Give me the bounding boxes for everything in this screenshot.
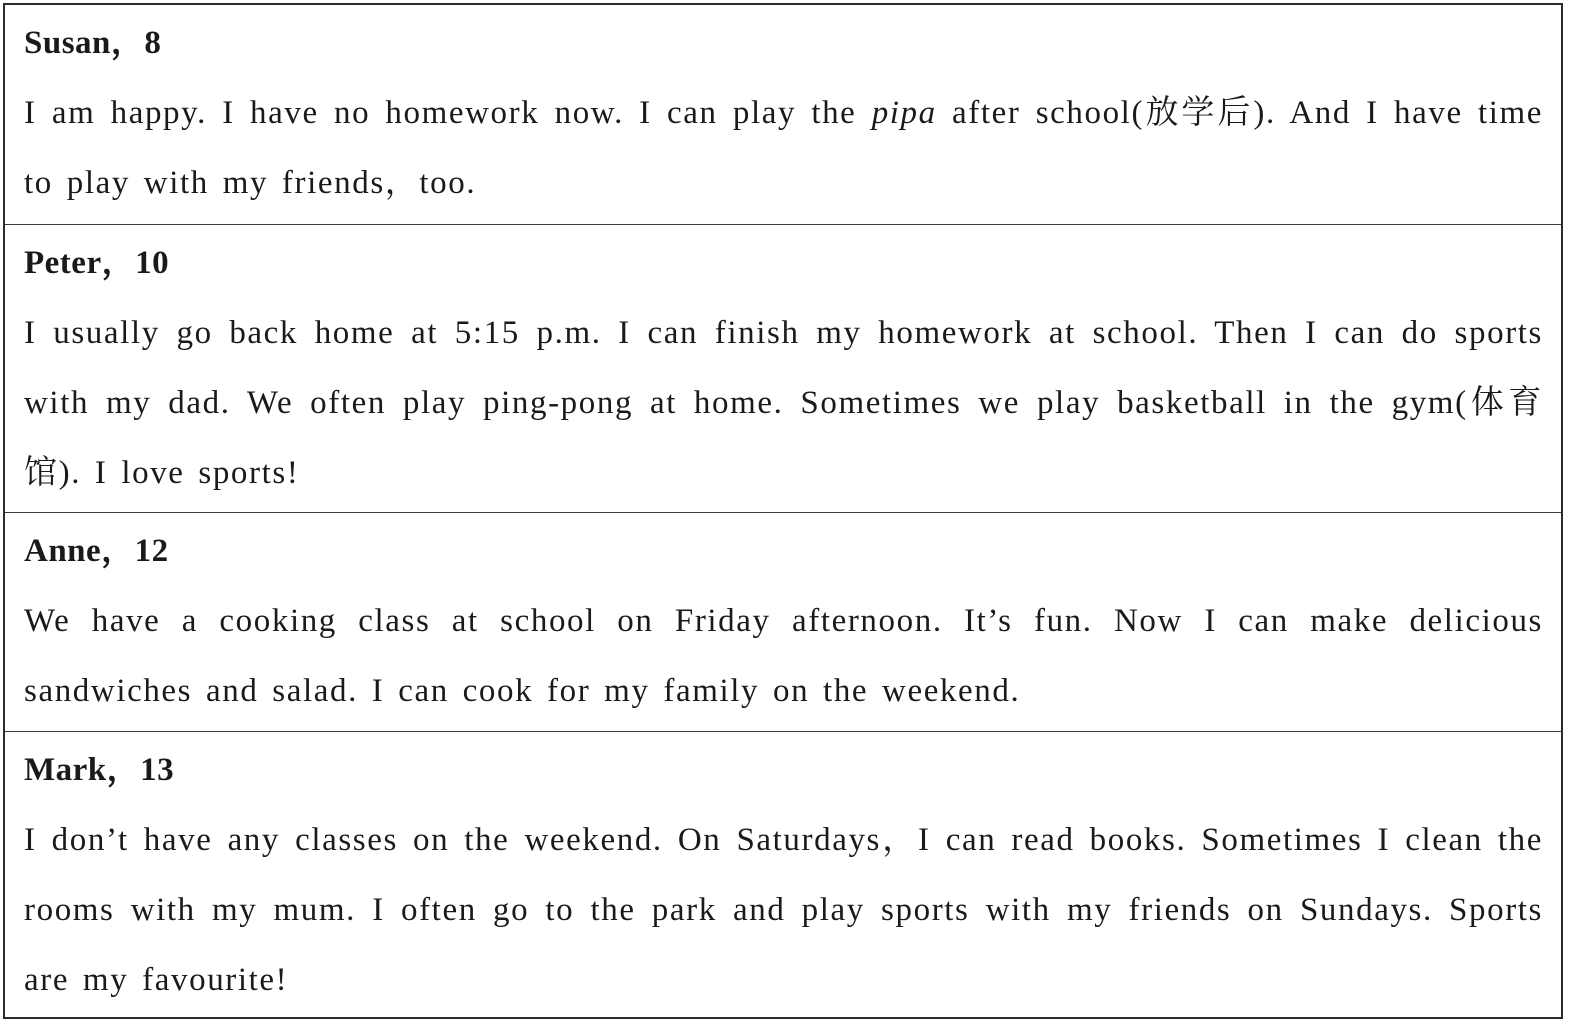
entry-heading: Peter，10	[24, 245, 170, 281]
entry-heading: Anne，12	[24, 533, 169, 569]
entry-body-text: after school(放学后). And I have time to play with my friends，too.	[24, 95, 1543, 201]
entry-body: I don’t have any classes on the weekend. On Saturdays，I can read books. Sometimes I clean the rooms with my mum. I often go to the park and play sports with my friends on Sundays. Sports are my favourite!	[24, 822, 1543, 998]
entry-mark	[5, 731, 1561, 1019]
entry-body-italic: pipa	[871, 95, 937, 131]
entry-susan	[5, 5, 1561, 224]
entry-body: I usually go back home at 5:15 p.m. I can finish my homework at school. Then I can do sports with my dad. We often play ping-pong at home. Sometimes we play basketball in the gym(体育馆). I love sports!	[24, 315, 1543, 491]
entry-heading: Susan，8	[24, 25, 162, 61]
reading-passage-table	[3, 3, 1563, 1019]
entry-body	[24, 78, 1543, 218]
entry-heading: Mark，13	[24, 752, 175, 788]
entry-body: We have a cooking class at school on Friday afternoon. It’s fun. Now I can make delicious sandwiches and salad. I can cook for my family on the weekend.	[24, 603, 1543, 709]
entry-peter	[5, 224, 1561, 512]
entry-body-text: I am happy. I have no homework now. I can play the	[24, 95, 872, 131]
entry-anne	[5, 512, 1561, 731]
